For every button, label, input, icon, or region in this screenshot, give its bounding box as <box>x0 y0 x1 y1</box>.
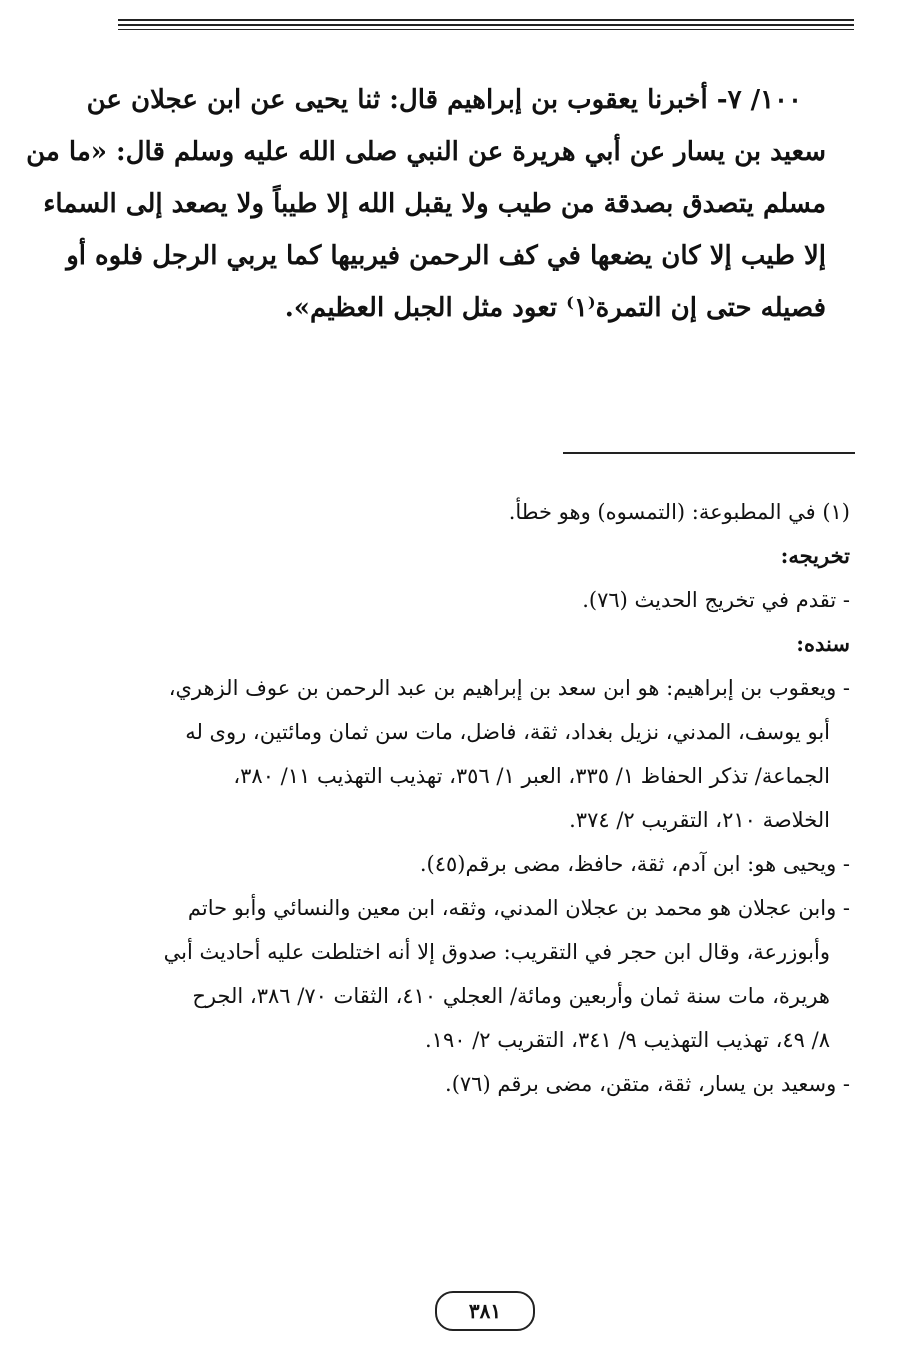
hadith-line: سعيد بن يسار عن أبي هريرة عن النبي صلى الله عليه وسلم قال: «ما من <box>26 137 826 167</box>
hadith-line: ١٠٠/ ٧- أخبرنا يعقوب بن إبراهيم قال: ثنا يحيى عن ابن عجلان عن <box>86 85 802 115</box>
hadith-line: إلا طيب إلا كان يضعها في كف الرحمن فيربيها كما يربي الرجل فلوه أو <box>66 241 826 271</box>
page-number: ٣٨١ <box>435 1291 535 1331</box>
sanad-entry-line: - وابن عجلان هو محمد بن عجلان المدني، وثقه، ابن معين والنسائي وأبو حاتم <box>187 896 850 920</box>
sanad-entry-line: ٨/ ٤٩، تهذيب التهذيب ٩/ ٣٤١، التقريب ٢/ ١٩٠. <box>424 1028 830 1052</box>
sanad-entry-line: - ويحيى هو: ابن آدم، ثقة، حافظ، مضى برقم(٤٥). <box>419 852 850 876</box>
sanad-entry-line: - وسعيد بن يسار، ثقة، متقن، مضى برقم (٧٦). <box>445 1072 850 1096</box>
sanad-entry-line: هريرة، مات سنة ثمان وأربعين ومائة/ العجلي ٤١٠، الثقات ٧٠/ ٣٨٦، الجرح <box>192 984 830 1008</box>
sanad-entry-line: الجماعة/ تذكر الحفاظ ١/ ٣٣٥، العبر ١/ ٣٥٦، تهذيب التهذيب ١١/ ٣٨٠، <box>233 764 830 788</box>
sanad-entry-line: وأبوزرعة، وقال ابن حجر في التقريب: صدوق إلا أنه اختلطت عليه أحاديث أبي <box>163 940 830 964</box>
sanad-entry-line: أبو يوسف، المدني، نزيل بغداد، ثقة، فاضل، مات سن ثمان ومائتين، روى له <box>185 720 830 744</box>
footnote: (١) في المطبوعة: (التمسوه) وهو خطأ. <box>508 500 850 524</box>
sanad-entry-line: الخلاصة ٢١٠، التقريب ٢/ ٣٧٤. <box>569 808 830 832</box>
hadith-text <box>26 74 826 334</box>
header-rule <box>118 24 854 26</box>
header-rule <box>118 29 854 30</box>
hadith-line: فصيله حتى إن التمرة⁽١⁾ تعود مثل الجبل العظيم». <box>284 293 826 323</box>
notes-section <box>120 490 850 1106</box>
takhrij-line: - تقدم في تخريج الحديث (٧٦). <box>582 588 850 612</box>
hadith-line: مسلم يتصدق بصدقة من طيب ولا يقبل الله إلا طيباً ولا يصعد إلى السماء <box>43 189 826 219</box>
takhrij-heading: تخريجه: <box>780 543 850 568</box>
sanad-entry-line: - ويعقوب بن إبراهيم: هو ابن سعد بن إبراهيم بن عبد الرحمن بن عوف الزهري، <box>168 676 850 700</box>
sanad-heading: سنده: <box>796 631 850 656</box>
header-rule <box>118 19 854 21</box>
footnote-separator <box>563 452 855 454</box>
